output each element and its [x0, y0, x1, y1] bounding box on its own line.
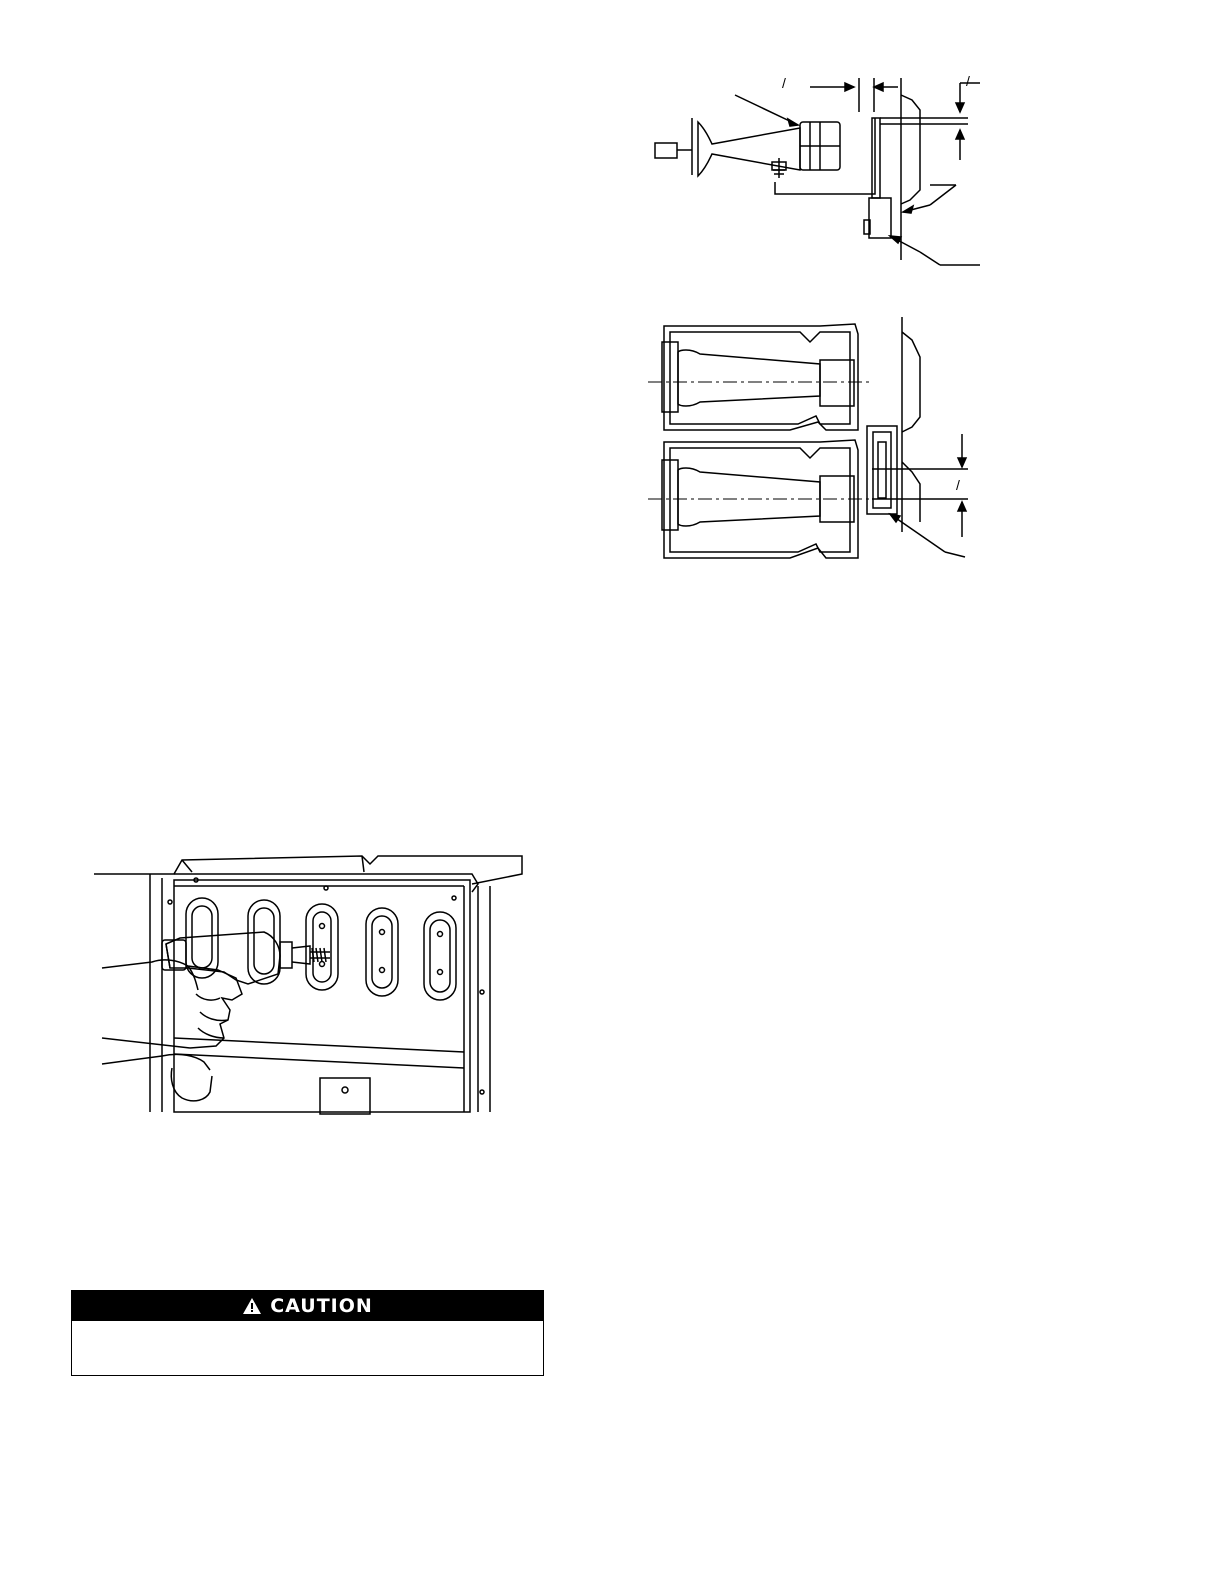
- dim-mark-right: /: [966, 73, 970, 89]
- caution-body: [72, 1321, 543, 1375]
- dim-mark-left: /: [782, 75, 786, 91]
- burner-top-view-figure: [640, 312, 980, 570]
- burner-side-view-figure: [640, 70, 980, 280]
- warning-triangle-icon: [242, 1297, 262, 1315]
- dim-mark: /: [956, 477, 960, 493]
- caution-box: [71, 1290, 544, 1376]
- drill-furnace-panel-figure: [92, 842, 526, 1118]
- caution-header: [72, 1291, 543, 1321]
- caution-title: CAUTION: [270, 1295, 373, 1317]
